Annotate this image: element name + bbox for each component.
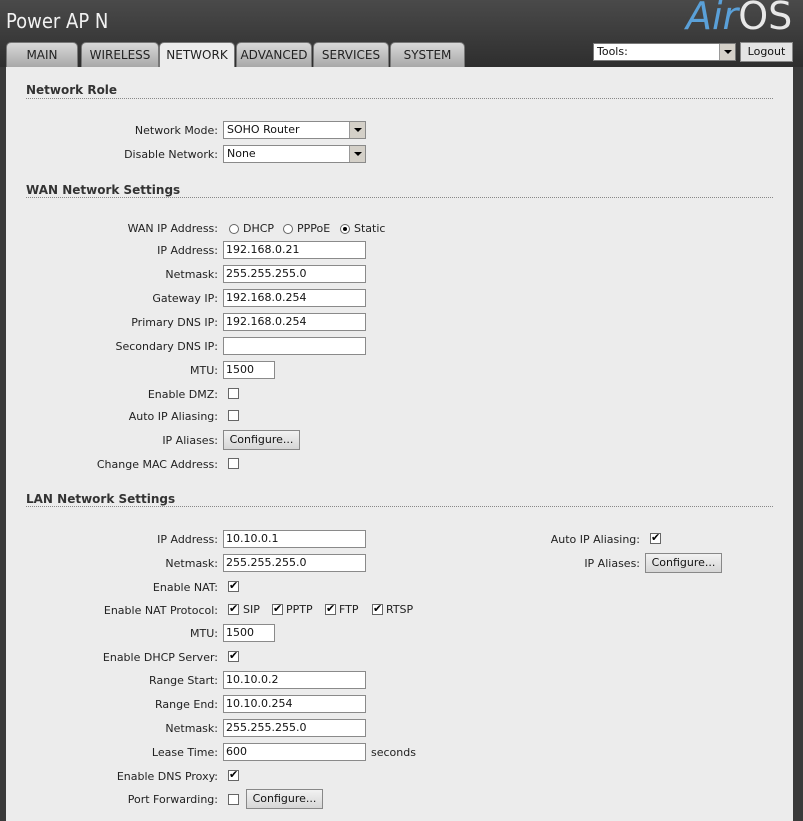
lease-unit-label: seconds: [371, 746, 416, 759]
dns-proxy-checkbox[interactable]: [228, 770, 239, 781]
sip-label: SIP: [243, 603, 260, 616]
dhcp-netmask-label: Netmask:: [165, 722, 218, 735]
section-wan: WAN Network Settings: [26, 183, 181, 197]
tab-system[interactable]: SYSTEM: [390, 42, 465, 67]
gateway-label: Gateway IP:: [152, 292, 218, 305]
wan-auto-alias-label: Auto IP Aliasing:: [128, 410, 218, 423]
enable-dmz-checkbox[interactable]: [228, 388, 239, 399]
tab-advanced[interactable]: ADVANCED: [236, 42, 312, 67]
pptp-label: PPTP: [286, 603, 313, 616]
range-end-input[interactable]: 10.10.0.254: [223, 695, 366, 713]
wan-netmask-input[interactable]: 255.255.255.0: [223, 265, 366, 283]
wan-mtu-label: MTU:: [190, 364, 218, 377]
lan-alias-configure-button[interactable]: Configure...: [645, 553, 722, 573]
enable-dmz-label: Enable DMZ:: [147, 388, 218, 401]
gateway-input[interactable]: 192.168.0.254: [223, 289, 366, 307]
lan-ip-aliases-label: IP Aliases:: [584, 557, 640, 570]
primary-dns-label: Primary DNS IP:: [131, 316, 218, 329]
divider: [26, 506, 773, 507]
logout-button[interactable]: Logout: [740, 42, 793, 62]
lan-netmask-input[interactable]: 255.255.255.0: [223, 554, 366, 572]
lan-mtu-label: MTU:: [190, 627, 218, 640]
wan-ip-aliases-label: IP Aliases:: [162, 434, 218, 447]
network-mode-select[interactable]: SOHO Router: [223, 121, 366, 139]
radio-pppoe-label: PPPoE: [297, 222, 331, 235]
airos-logo: AirOS: [686, 0, 793, 38]
ftp-label: FTP: [339, 603, 359, 616]
lease-time-label: Lease Time:: [151, 746, 218, 759]
wan-mtu-input[interactable]: 1500: [223, 361, 275, 379]
enable-nat-label: Enable NAT:: [152, 581, 218, 594]
sip-checkbox[interactable]: [228, 604, 239, 615]
tools-select[interactable]: Tools:: [593, 43, 736, 61]
wan-configure-button[interactable]: Configure...: [223, 430, 300, 450]
radio-pppoe[interactable]: [283, 224, 293, 234]
radio-static[interactable]: [340, 224, 350, 234]
ftp-checkbox[interactable]: [325, 604, 336, 615]
divider: [26, 98, 773, 99]
lan-ip-label: IP Address:: [157, 533, 218, 546]
section-network-role: Network Role: [26, 83, 118, 97]
enable-dhcp-label: Enable DHCP Server:: [102, 651, 218, 664]
pptp-checkbox[interactable]: [272, 604, 283, 615]
range-start-label: Range Start:: [149, 674, 218, 687]
tab-services[interactable]: SERVICES: [313, 42, 389, 67]
secondary-dns-label: Secondary DNS IP:: [115, 340, 218, 353]
disable-network-select[interactable]: None: [223, 145, 366, 163]
radio-dhcp[interactable]: [229, 224, 239, 234]
change-mac-checkbox[interactable]: [228, 458, 239, 469]
network-mode-label: Network Mode:: [134, 124, 218, 137]
product-name: Power AP N: [6, 9, 109, 33]
radio-static-label: Static: [354, 222, 386, 235]
rtsp-checkbox[interactable]: [372, 604, 383, 615]
wan-ip-label: IP Address:: [157, 244, 218, 257]
wan-auto-alias-checkbox[interactable]: [228, 410, 239, 421]
wan-netmask-label: Netmask:: [165, 268, 218, 281]
header-bar: [0, 0, 803, 67]
radio-dhcp-label: DHCP: [243, 222, 275, 235]
dns-proxy-label: Enable DNS Proxy:: [116, 770, 218, 783]
lan-auto-alias-label: Auto IP Aliasing:: [550, 533, 640, 546]
disable-network-label: Disable Network:: [124, 148, 218, 161]
lan-auto-alias-checkbox[interactable]: [650, 533, 661, 544]
range-start-input[interactable]: 10.10.0.2: [223, 671, 366, 689]
section-lan: LAN Network Settings: [26, 492, 176, 506]
chevron-down-icon[interactable]: [349, 122, 365, 138]
primary-dns-input[interactable]: 192.168.0.254: [223, 313, 366, 331]
chevron-down-icon[interactable]: [719, 44, 735, 60]
nat-protocol-label: Enable NAT Protocol:: [103, 604, 218, 617]
port-forwarding-configure-button[interactable]: Configure...: [246, 789, 323, 809]
tab-network[interactable]: NETWORK: [159, 42, 235, 68]
secondary-dns-input[interactable]: [223, 337, 366, 355]
lan-ip-input[interactable]: 10.10.0.1: [223, 530, 366, 548]
port-forwarding-checkbox[interactable]: [228, 794, 239, 805]
lan-mtu-input[interactable]: 1500: [223, 624, 275, 642]
change-mac-label: Change MAC Address:: [96, 458, 218, 471]
port-forwarding-label: Port Forwarding:: [127, 793, 218, 806]
wan-ip-mode-label: WAN IP Address:: [127, 222, 218, 235]
wan-ip-input[interactable]: 192.168.0.21: [223, 241, 366, 259]
enable-dhcp-checkbox[interactable]: [228, 651, 239, 662]
rtsp-label: RTSP: [386, 603, 414, 616]
lease-time-input[interactable]: 600: [223, 743, 366, 761]
tab-wireless[interactable]: WIRELESS: [81, 42, 159, 67]
tab-main[interactable]: MAIN: [6, 42, 78, 67]
chevron-down-icon[interactable]: [349, 146, 365, 162]
lan-netmask-label: Netmask:: [165, 557, 218, 570]
enable-nat-checkbox[interactable]: [228, 581, 239, 592]
range-end-label: Range End:: [155, 698, 218, 711]
divider: [26, 197, 773, 198]
dhcp-netmask-input[interactable]: 255.255.255.0: [223, 719, 366, 737]
